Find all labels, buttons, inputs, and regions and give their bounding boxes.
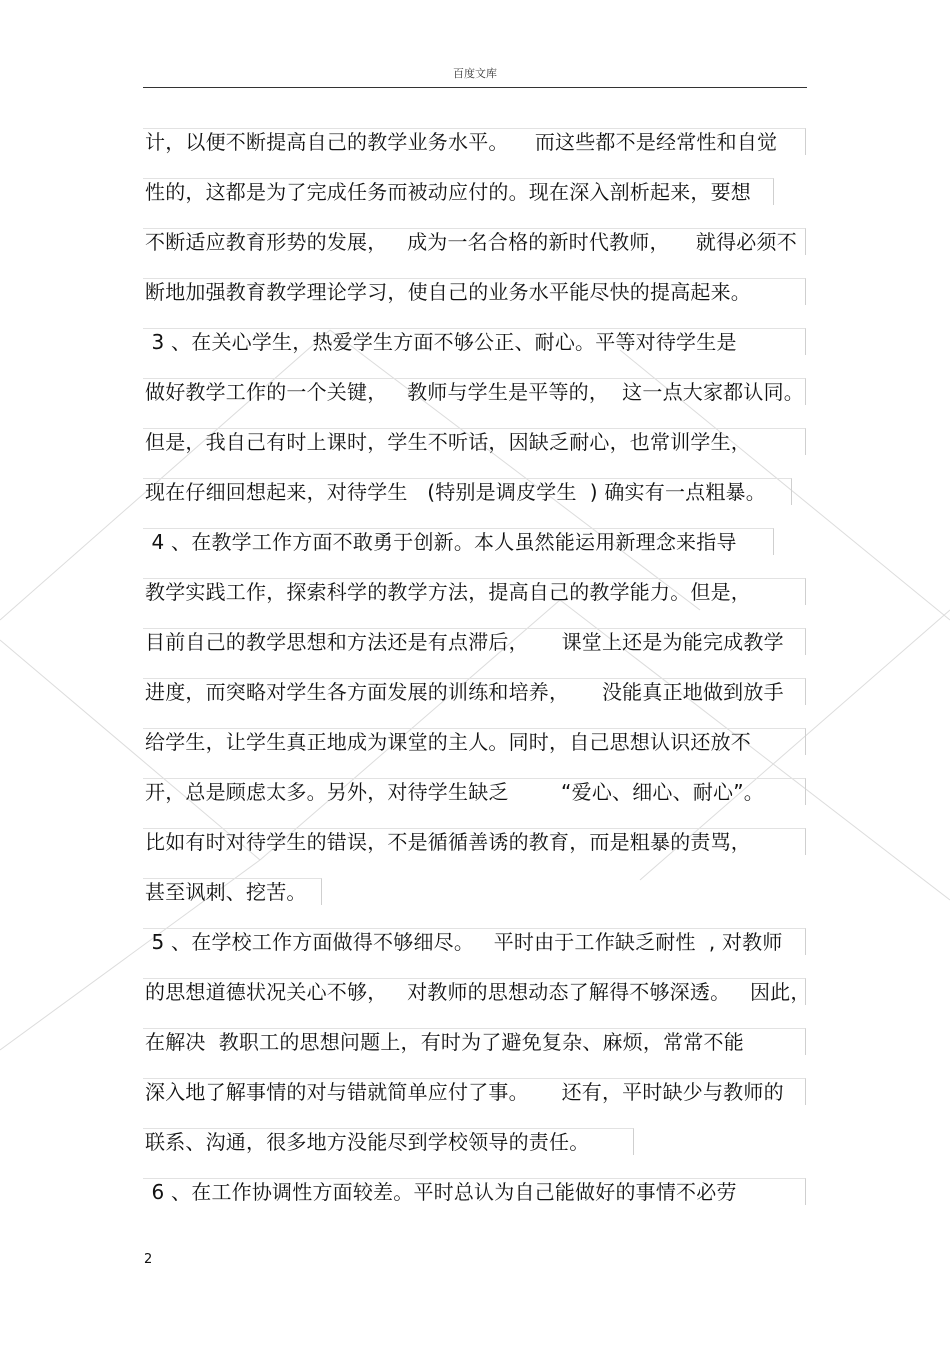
body-line-14: 开，总是顾虑太多。另外，对待学生缺乏 “爱心、细心、耐心”。 [145, 780, 764, 804]
body-line-6: 做好教学工作的一个关键， 教师与学生是平等的， 这一点大家都认同。 [145, 380, 804, 404]
body-line-3: 不断适应教育形势的发展， 成为一名合格的新时代教师， 就得必须不 [145, 230, 797, 254]
body-line-4: 断地加强教育教学理论学习，使自己的业务水平能尽快的提高起来。 [145, 280, 751, 304]
body-line-16: 甚至讽刺、挖苦。 [145, 880, 307, 904]
body-line-8: 现在仔细回想起来，对待学生 (特别是调皮学生 ) 确实有一点粗暴。 [145, 480, 766, 504]
page-header [143, 62, 807, 88]
body-line-15: 比如有时对待学生的错误，不是循循善诱的教育，而是粗暴的责骂， [145, 830, 751, 854]
body-line-17: 5 、在学校工作方面做得不够细尽。 平时由于工作缺乏耐性 , 对教师 [145, 930, 783, 954]
body-line-1: 计，以便不断提高自己的教学业务水平。 而这些都不是经常性和自觉 [145, 130, 778, 154]
body-line-10: 教学实践工作，探索科学的教学方法，提高自己的教学能力。但是， [145, 580, 751, 604]
body-line-2: 性的，这都是为了完成任务而被动应付的。现在深入剖析起来，要想 [145, 180, 751, 204]
body-line-13: 给学生，让学生真正地成为课堂的主人。同时，自己思想认识还放不 [145, 730, 751, 754]
body-line-12: 进度，而突略对学生各方面发展的训练和培养， 没能真正地做到放手 [145, 680, 784, 704]
page-number: 2 [144, 1252, 153, 1267]
body-line-7: 但是，我自己有时上课时，学生不听话，因缺乏耐心，也常训学生， [145, 430, 751, 454]
header-title: 百度文库 [453, 67, 497, 80]
body-line-19: 在解决 教职工的思想问题上，有时为了避免复杂、麻烦，常常不能 [145, 1030, 744, 1054]
body-line-9: 4 、在教学工作方面不敢勇于创新。本人虽然能运用新理念来指导 [145, 530, 737, 554]
body-line-22: 6 、在工作协调性方面较差。平时总认为自己能做好的事情不必劳 [145, 1180, 737, 1204]
body-line-20: 深入地了解事情的对与错就简单应付了事。 还有，平时缺少与教师的 [145, 1080, 784, 1104]
body-line-5: 3 、在关心学生，热爱学生方面不够公正、耐心。平等对待学生是 [145, 330, 737, 354]
body-line-18: 的思想道德状况关心不够， 对教师的思想动态了解得不够深透。 因此， [145, 980, 811, 1004]
body-line-11: 目前自己的教学思想和方法还是有点滞后， 课堂上还是为能完成教学 [145, 630, 784, 654]
body-line-21: 联系、沟通，很多地方没能尽到学校领导的责任。 [145, 1130, 590, 1154]
